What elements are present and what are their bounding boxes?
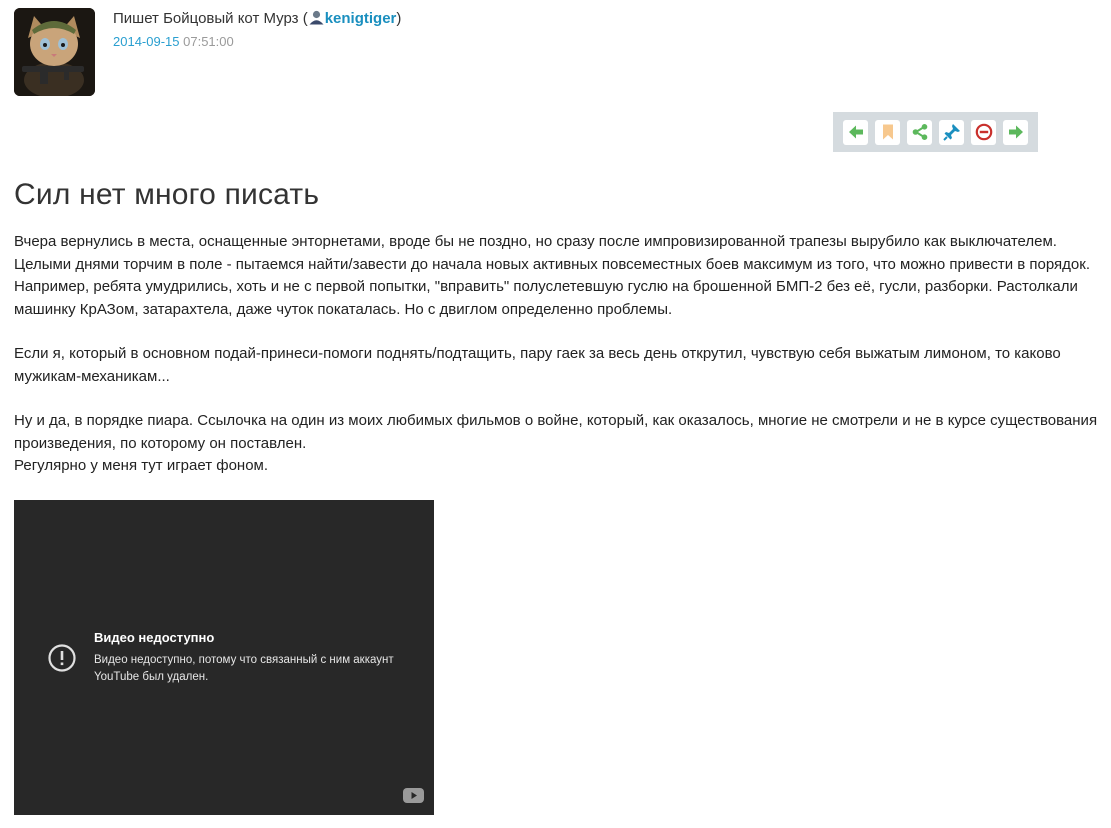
next-post-button[interactable] bbox=[1003, 120, 1028, 145]
post-paragraph: Ну и да, в порядке пиара. Ссылочка на один из моих любимых фильмов о войне, который, как оказалось, многие не смотрели и не в курсе существования произведения, по которому он поставлен. bbox=[14, 412, 1098, 452]
author-suffix: ) bbox=[396, 10, 402, 27]
arrow-right-icon bbox=[1007, 123, 1025, 141]
post-body bbox=[14, 231, 1104, 500]
user-icon bbox=[308, 10, 325, 25]
bookmark-button[interactable] bbox=[875, 120, 900, 145]
youtube-icon[interactable] bbox=[403, 788, 424, 803]
pin-button[interactable] bbox=[939, 120, 964, 145]
remove-button[interactable] bbox=[971, 120, 996, 145]
author-prefix: Пишет Бойцовый кот Мурз ( bbox=[113, 10, 308, 27]
post-paragraph: Вчера вернулись в места, оснащенные энторнетами, вроде бы не поздно, но сразу после импровизированной трапезы вырубило как выключателем. Целыми днями торчим в поле - пытаемся найти/завести до начала новых активных повсеместных боев максимум из того, что можно привести в порядок. Например, ребята умудрились, хоть и не с первой попытки, "вправить" полуслетевшую гуслю на брошенной БМП-2 без её, гусли, разборки. Растолкали машинку КрАЗом, затарахтела, даже чуток покаталась. Но с двиглом определенно проблемы. bbox=[14, 233, 1091, 318]
video-unavailable-message: Видео недоступно, потому что связанный с ним аккаунт YouTube был удален. bbox=[94, 654, 394, 683]
author-line bbox=[113, 10, 401, 27]
post-title: Сил нет много писать bbox=[14, 178, 320, 211]
video-unavailable-title: Видео недоступно bbox=[94, 630, 215, 645]
bookmark-icon bbox=[879, 123, 897, 141]
embedded-video-player[interactable] bbox=[14, 500, 434, 815]
post-dateline bbox=[113, 34, 234, 49]
warning-icon bbox=[47, 643, 77, 673]
post-paragraph: Если я, который в основном подай-принеси-помоги поднять/подтащить, пару гаек за весь день открутил, чувствую себя выжатым лимоном, то каково мужикам-механикам... bbox=[14, 345, 1061, 385]
pin-icon bbox=[943, 123, 961, 141]
minus-circle-icon bbox=[975, 123, 993, 141]
cat-soldier-avatar-image bbox=[14, 8, 95, 96]
post-date-link[interactable]: 2014-09-15 bbox=[113, 34, 180, 49]
share-button[interactable] bbox=[907, 120, 932, 145]
avatar[interactable] bbox=[14, 8, 95, 96]
post-time: 07:51:00 bbox=[183, 34, 234, 49]
previous-post-button[interactable] bbox=[843, 120, 868, 145]
arrow-left-icon bbox=[847, 123, 865, 141]
post-actions-toolbar bbox=[833, 112, 1038, 152]
share-icon bbox=[911, 123, 929, 141]
author-username-link[interactable]: kenigtiger bbox=[324, 10, 397, 27]
post-paragraph: Регулярно у меня тут играет фоном. bbox=[14, 457, 269, 474]
